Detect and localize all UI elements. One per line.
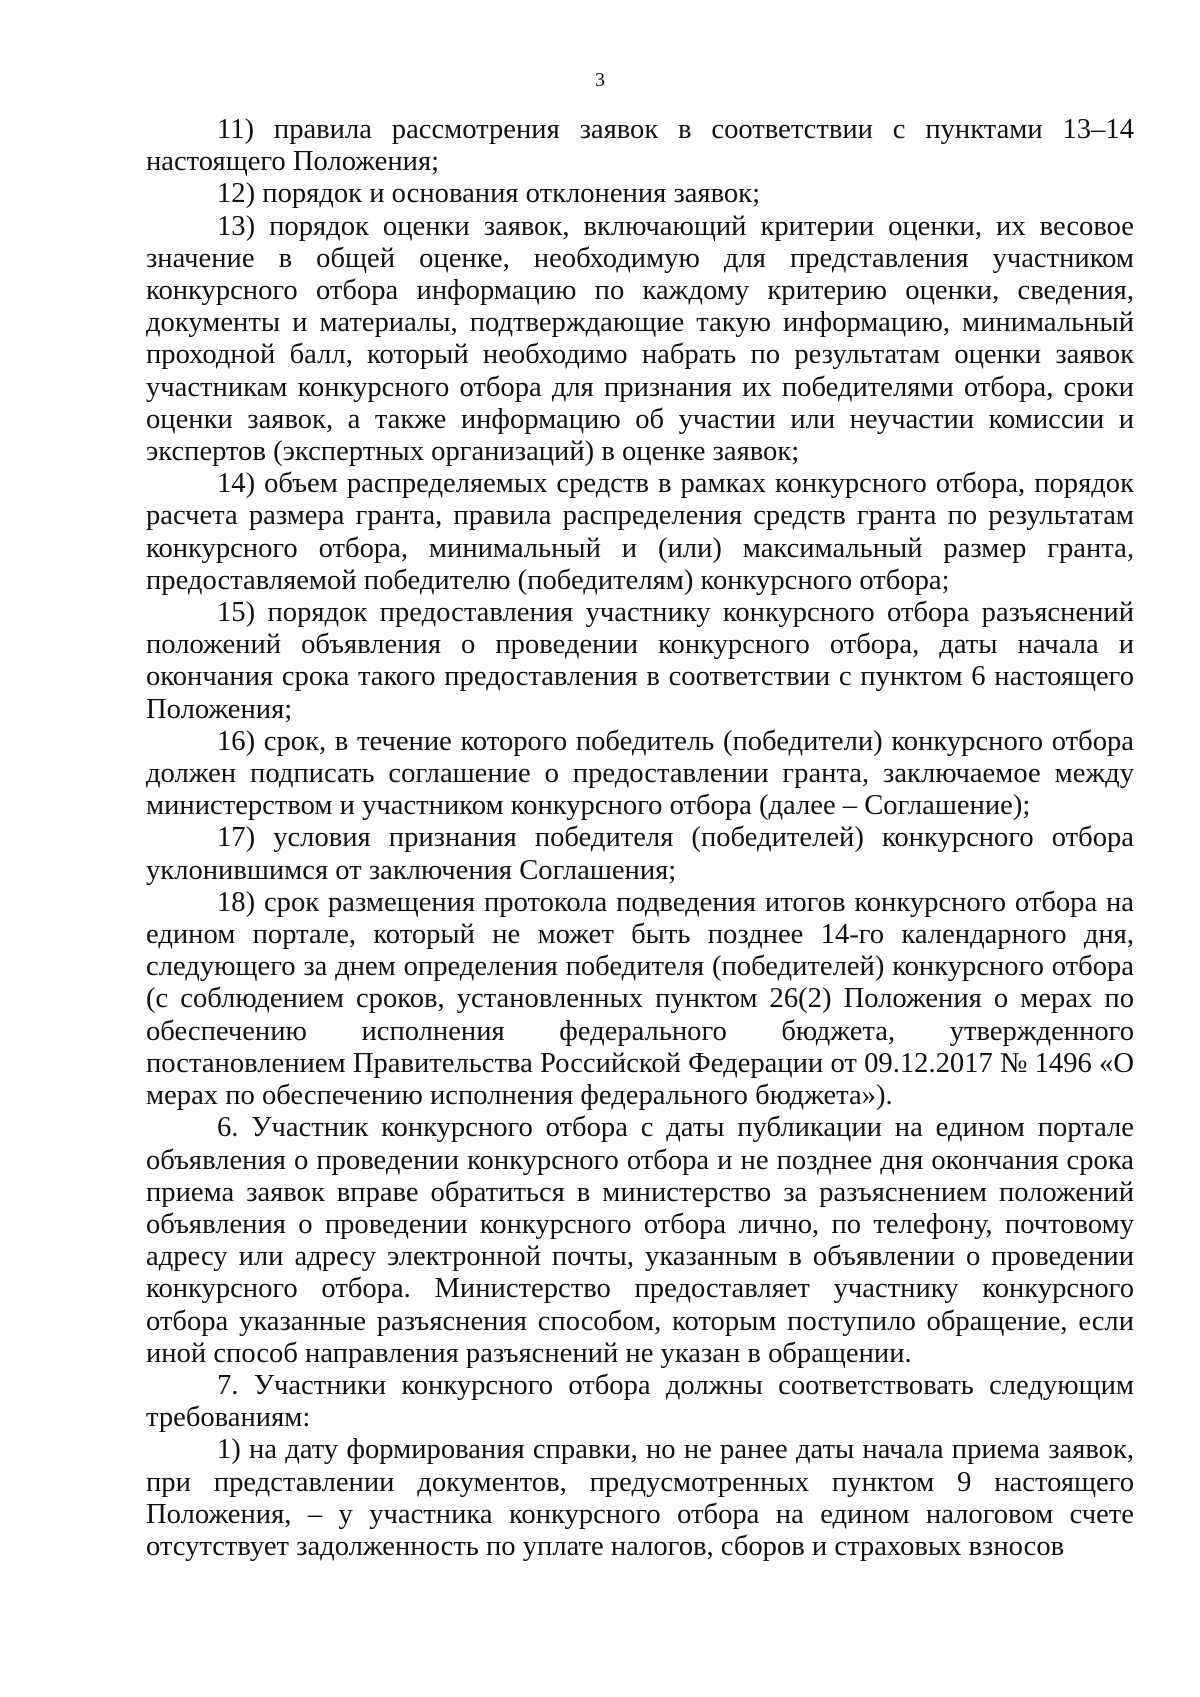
paragraph-item-14: 14) объем распределяемых средств в рамках конкурсного отбора, порядок расчета размера гранта, правила распределения средств гранта по результатам конкурсного отбора, минимальный и (или) максимальный размер гранта, предоставляемой победителю (победителям) конкурсного отбора; xyxy=(146,468,1134,596)
page-number: 3 xyxy=(595,69,605,91)
paragraph-item-15: 15) порядок предоставления участнику конкурсного отбора разъяснений положений объявления о проведении конкурсного отбора, даты начала и окончания срока такого предоставления в соответствии с пунктом 6 настоящего Положения; xyxy=(146,597,1134,725)
paragraph-clause-6: 6. Участник конкурсного отбора с даты публикации на едином портале объявления о проведении конкурсного отбора и не позднее дня окончания срока приема заявок вправе обратиться в министерство за разъяснением положений объявления о проведении конкурсного отбора лично, по телефону, почтовому адресу или адресу электронной почты, указанным в объявлении о проведении конкурсного отбора. Министерство предоставляет участнику конкурсного отбора указанные разъяснения способом, которым поступило обращение, если иной способ направления разъяснений не указан в обращении. xyxy=(146,1112,1134,1369)
paragraph-item-11: 11) правила рассмотрения заявок в соответствии с пунктами 13–14 настоящего Положения; xyxy=(146,114,1134,178)
paragraph-clause-7: 7. Участники конкурсного отбора должны соответствовать следующим требованиям: xyxy=(146,1369,1134,1434)
paragraph-requirement-1: 1) на дату формирования справки, но не ранее даты начала приема заявок, при представлении документов, предусмотренных пунктом 9 настоящего Положения, – у участника конкурсного отбора на едином налоговом счете отсутствует задолженность по уплате налогов, сборов и страховых взносов xyxy=(146,1434,1134,1562)
paragraph-item-16: 16) срок, в течение которого победитель (победители) конкурсного отбора должен подписать соглашение о предоставлении гранта, заключаемое между министерством и участником конкурсного отбора (далее – Соглашение); xyxy=(146,725,1134,822)
paragraph-item-18: 18) срок размещения протокола подведения итогов конкурсного отбора на едином портале, который не может быть позднее 14-го календарного дня, следующего за днем определения победителя (победителей) конкурсного отбора (с соблюдением сроков, установленных пунктом 26(2) Положения о мерах по обеспечению исполнения федерального бюджета, утвержденного постановлением Правительства Российской Федерации от 09.12.2017 № 1496 «О мерах по обеспечению исполнения федерального бюджета»). xyxy=(146,886,1134,1112)
document-body xyxy=(146,114,1134,1563)
paragraph-item-17: 17) условия признания победителя (победителей) конкурсного отбора уклонившимся от заключения Соглашения; xyxy=(146,822,1134,886)
paragraph-item-13: 13) порядок оценки заявок, включающий критерии оценки, их весовое значение в общей оценке, необходимую для представления участником конкурсного отбора информацию по каждому критерию оценки, сведения, документы и материалы, подтверждающие такую информацию, минимальный проходной балл, который необходимо набрать по результатам оценки заявок участникам конкурсного отбора для признания их победителями отбора, сроки оценки заявок, а также информацию об участии или неучастии комиссии и экспертов (экспертных организаций) в оценке заявок; xyxy=(146,210,1134,468)
paragraph-item-12: 12) порядок и основания отклонения заявок; xyxy=(217,178,761,210)
